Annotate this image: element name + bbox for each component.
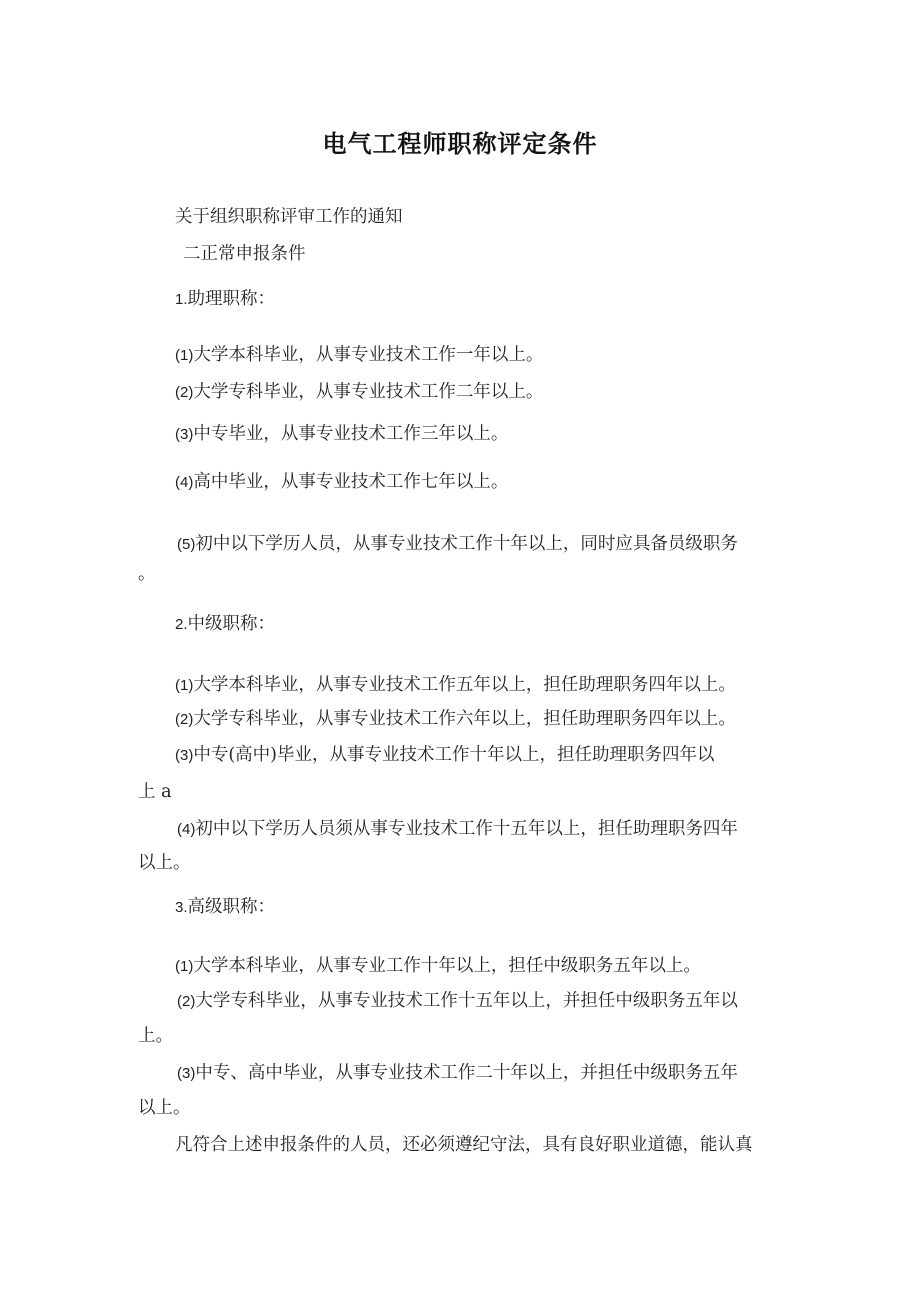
assistant-heading — [175, 287, 275, 312]
item-continuation: 以上。 — [138, 1098, 191, 1118]
item-number: (3) — [175, 426, 194, 443]
item-number: (2) — [177, 993, 196, 1010]
item-text: 大学本科毕业，从事专业技术工作五年以上，担任助理职务四年以上。 — [193, 675, 736, 695]
list-item — [175, 954, 701, 979]
item-continuation: 以上。 — [138, 853, 191, 873]
item-continuation: 上 a — [138, 782, 172, 802]
item-number: (4) — [177, 821, 196, 838]
list-item — [177, 989, 738, 1014]
item-text: 中专、高中毕业，从事专业技术工作二十年以上，并担任中级职务五年 — [195, 1063, 738, 1083]
senior-heading — [175, 895, 275, 920]
assistant-heading-number: 1. — [175, 291, 188, 308]
section-heading: 二正常申报条件 — [183, 244, 306, 264]
list-item — [175, 470, 508, 495]
item-number: (1) — [175, 347, 194, 364]
item-text: 中专毕业，从事专业技术工作三年以上。 — [193, 424, 509, 444]
item-text: 大学本科毕业，从事专业工作十年以上，担任中级职务五年以上。 — [193, 956, 701, 976]
item-number: (3) — [175, 747, 194, 764]
item-text: 大学本科毕业，从事专业技术工作一年以上。 — [193, 345, 544, 365]
list-item — [175, 673, 736, 698]
list-item — [175, 707, 736, 732]
list-item — [175, 743, 715, 768]
item-text: 大学专科毕业，从事专业技术工作六年以上，担任助理职务四年以上。 — [193, 709, 736, 729]
notice-line: 关于组织职称评审工作的通知 — [175, 207, 403, 227]
list-item — [177, 1061, 738, 1086]
assistant-heading-text: 助理职称： — [187, 289, 276, 309]
item-number: (2) — [175, 384, 194, 401]
item-continuation: 。 — [138, 564, 156, 584]
list-item — [175, 422, 508, 447]
item-text: 大学专科毕业，从事专业技术工作十五年以上，并担任中级职务五年以 — [195, 991, 738, 1011]
list-item — [177, 532, 738, 557]
item-text: 初中以下学历人员须从事专业技术工作十五年以上，担任助理职务四年 — [195, 819, 738, 839]
item-number: (3) — [177, 1065, 196, 1082]
item-text: 初中以下学历人员，从事专业技术工作十年以上，同时应具备员级职务 — [195, 534, 738, 554]
closing-paragraph: 凡符合上述申报条件的人员，还必须遵纪守法，具有良好职业道德，能认真 — [175, 1135, 753, 1155]
item-text: 高中毕业，从事专业技术工作七年以上。 — [193, 472, 509, 492]
item-number: (1) — [175, 958, 194, 975]
list-item — [175, 343, 543, 368]
item-continuation: 上。 — [138, 1026, 173, 1046]
list-item — [175, 380, 543, 405]
item-number: (5) — [177, 536, 196, 553]
list-item — [177, 817, 738, 842]
page-title: 电气工程师职称评定条件 — [322, 130, 598, 158]
senior-heading-number: 3. — [175, 899, 188, 916]
item-number: (2) — [175, 711, 194, 728]
item-number: (1) — [175, 677, 194, 694]
intermediate-heading-text: 中级职称： — [187, 614, 276, 634]
senior-heading-text: 高级职称： — [187, 897, 276, 917]
intermediate-heading — [175, 612, 275, 637]
item-text: 大学专科毕业，从事专业技术工作二年以上。 — [193, 382, 544, 402]
intermediate-heading-number: 2. — [175, 616, 188, 633]
item-text: 中专(高中)毕业，从事专业技术工作十年以上，担任助理职务四年以 — [193, 745, 715, 765]
item-number: (4) — [175, 474, 194, 491]
